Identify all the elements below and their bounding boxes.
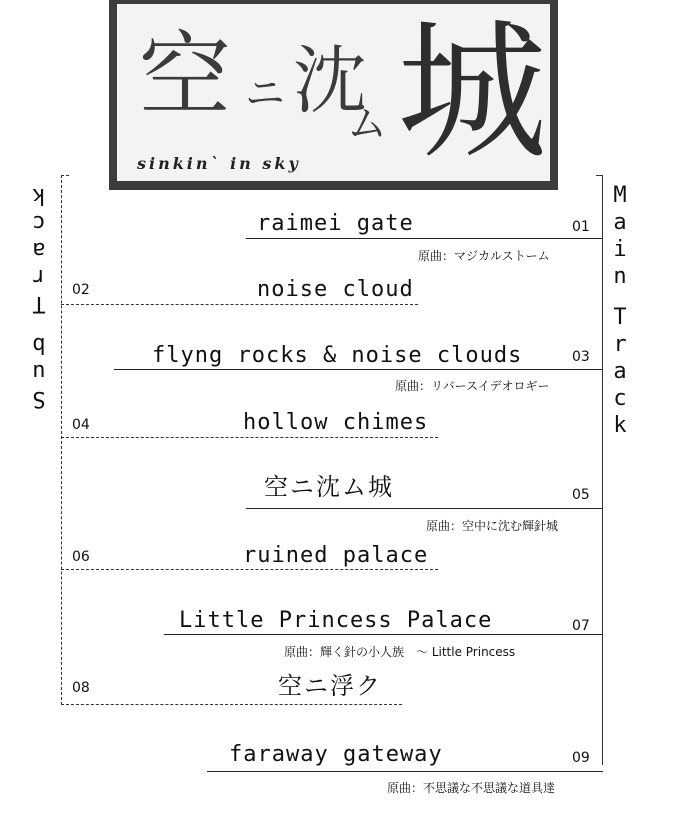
sub-label-char: S — [32, 386, 46, 411]
main-track-bracket — [602, 175, 603, 765]
main-label-char: k — [613, 413, 627, 438]
track-underline — [61, 704, 402, 705]
logo-kanji-ni: ニ — [245, 71, 285, 117]
track-title: noise cloud — [257, 277, 414, 302]
sub-track-label — [25, 182, 53, 412]
track-title: 空ニ沈ム城 — [264, 473, 394, 501]
original-song: 原曲：不思議な不思議な道具達 — [387, 781, 556, 795]
track-underline — [61, 569, 438, 570]
track-title: hollow chimes — [243, 410, 429, 435]
track-title: flyng rocks & noise clouds — [152, 343, 523, 368]
main-label-char: a — [613, 359, 627, 384]
track-underline — [207, 771, 603, 772]
track-underline — [114, 369, 603, 370]
logo-kanji-castle: 城 — [397, 6, 548, 180]
track-number: 07 — [572, 618, 590, 634]
track-number: 03 — [572, 349, 590, 365]
sub-label-char: c — [32, 210, 46, 235]
track-number: 01 — [572, 219, 590, 235]
sub-label-gap — [25, 317, 53, 331]
main-label-char: c — [613, 386, 627, 411]
track-title: 空ニ浮ク — [278, 672, 382, 700]
sub-label-char: a — [32, 237, 46, 262]
track-title: faraway gateway — [229, 742, 443, 767]
album-logo — [109, 0, 558, 190]
logo-kanji-sink: 沈 — [293, 38, 367, 124]
track-number: 08 — [72, 680, 90, 696]
track-underline — [246, 238, 603, 239]
sub-track-bracket — [61, 175, 62, 705]
sub-label-char: k — [32, 183, 46, 208]
main-label-gap — [606, 290, 634, 304]
track-title: Little Princess Palace — [179, 608, 493, 633]
logo-kanji-sky: 空 — [139, 22, 232, 129]
track-number: 02 — [72, 282, 90, 298]
original-song: 原曲：マジカルストーム — [418, 249, 550, 263]
track-underline — [61, 437, 438, 438]
track-underline — [246, 508, 603, 509]
track-title: raimei gate — [257, 211, 414, 236]
track-underline — [164, 634, 603, 635]
original-song: 原曲：輝く針の小人族 ～ Little Princess — [284, 645, 516, 659]
main-track-bracket-cap — [596, 175, 603, 176]
sub-label-char: u — [32, 359, 46, 384]
original-song: 原曲：空中に沈む輝針城 — [426, 519, 559, 533]
track-underline — [61, 304, 418, 305]
track-number: 04 — [72, 417, 90, 433]
logo-subtitle: sinkin` in sky — [137, 154, 301, 173]
logo-panel — [117, 4, 550, 181]
sub-track-bracket-cap — [61, 175, 69, 176]
sub-label-char: b — [32, 332, 46, 357]
main-label-char: n — [613, 264, 627, 289]
original-song: 原曲：リバースイデオロギー — [395, 379, 550, 393]
logo-kanji-mu: ム — [347, 101, 387, 147]
main-label-char: T — [613, 305, 627, 330]
main-label-char: a — [613, 210, 627, 235]
main-label-char: i — [613, 237, 627, 262]
track-title: ruined palace — [243, 543, 429, 568]
main-label-char: r — [613, 332, 627, 357]
main-track-label — [606, 182, 634, 439]
track-number: 09 — [572, 750, 590, 766]
track-number: 06 — [72, 549, 90, 565]
sub-label-char: T — [32, 291, 46, 316]
sub-label-char: r — [32, 264, 46, 289]
main-label-char: M — [613, 183, 627, 208]
track-number: 05 — [572, 487, 590, 503]
